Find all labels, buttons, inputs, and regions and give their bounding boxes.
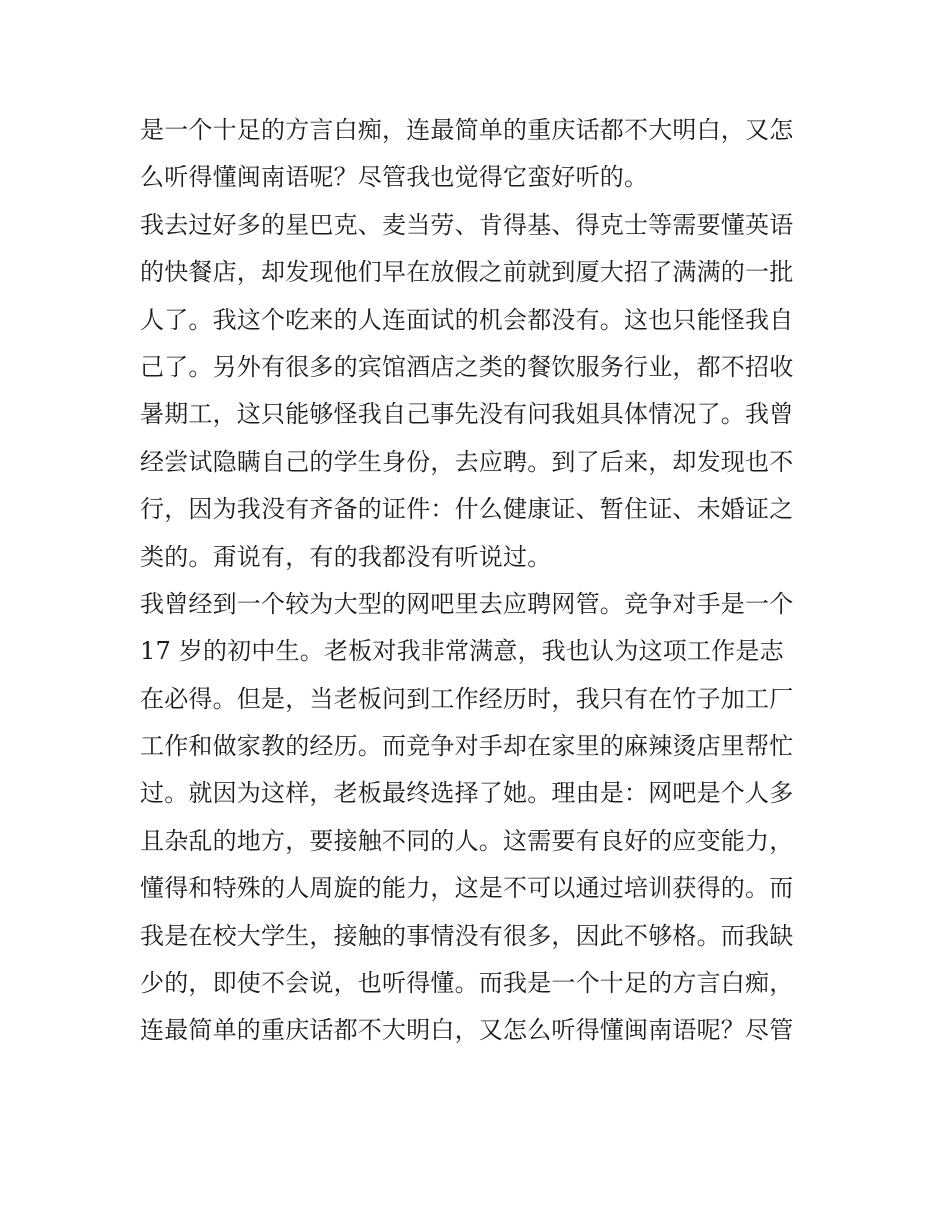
text-line: 我曾经到一个较为大型的网吧里去应聘网管。竞争对手是一个 [140,589,794,618]
text-line: 行，因为我没有齐备的证件：什么健康证、暂住证、未婚证之 [140,495,794,524]
text-line: 我是在校大学生，接触的事情没有很多，因此不够格。而我缺 [140,921,794,950]
text-line: 类的。甭说有，有的我都没有听说过。 [140,542,552,571]
text-line: 过。就因为这样，老板最终选择了她。理由是：网吧是个人多 [140,779,794,808]
text-line: 少的，即使不会说，也听得懂。而我是一个十足的方言白痴， [140,969,794,998]
text-line: 我去过好多的星巴克、麦当劳、肯得基、得克士等需要懂英语 [140,210,794,239]
text-line: 在必得。但是，当老板问到工作经历时，我只有在竹子加工厂 [140,684,794,713]
text-line: 己了。另外有很多的宾馆酒店之类的餐饮服务行业，都不招收 [140,352,794,381]
text-line: 暑期工，这只能够怪我自己事先没有问我姐具体情况了。我曾 [140,400,794,429]
text-line: 连最简单的重庆话都不大明白，又怎么听得懂闽南语呢？尽管 [140,1016,794,1045]
text-line: 的快餐店，却发现他们早在放假之前就到厦大招了满满的一批 [140,258,794,287]
text-line: 么听得懂闽南语呢？尽管我也觉得它蛮好听的。 [140,163,649,192]
text-line: 17 岁的初中生。老板对我非常满意，我也认为这项工作是志 [140,637,784,666]
text-line: 且杂乱的地方，要接触不同的人。这需要有良好的应变能力， [140,826,794,855]
text-line: 工作和做家教的经历。而竞争对手却在家里的麻辣烫店里帮忙 [140,732,794,761]
body-text [140,107,830,1055]
text-line: 是一个十足的方言白痴，连最简单的重庆话都不大明白，又怎 [140,116,794,144]
text-line: 懂得和特殊的人周旋的能力，这是不可以通过培训获得的。而 [140,874,794,903]
text-line: 经尝试隐瞒自己的学生身份，去应聘。到了后来，却发现也不 [140,447,794,476]
text-line: 人了。我这个吃来的人连面试的机会都没有。这也只能怪我自 [140,305,794,334]
